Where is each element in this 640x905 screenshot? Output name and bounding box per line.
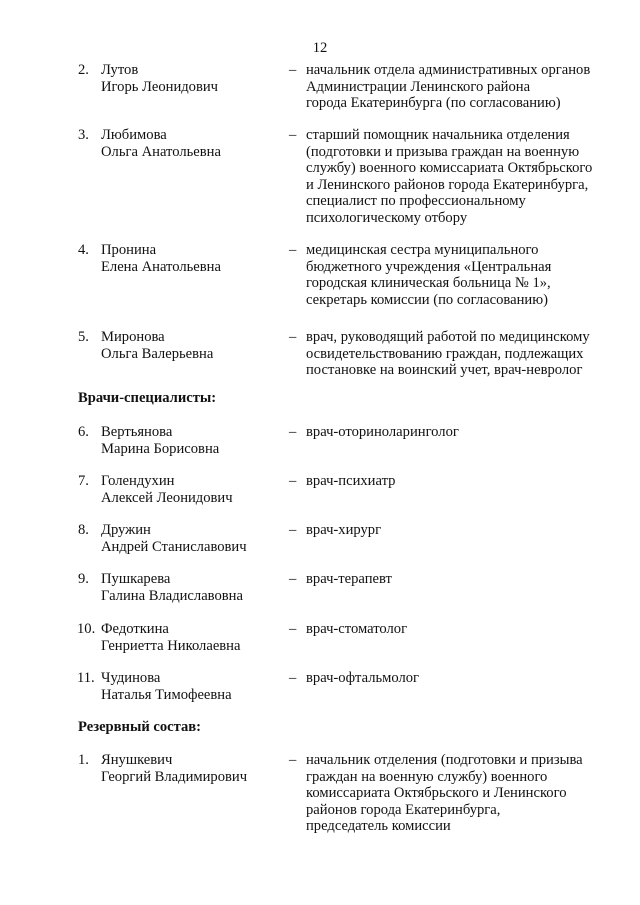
member-given-names: Игорь Леонидович — [101, 78, 219, 95]
entry-number: 7. — [78, 473, 89, 489]
entry-number: 2. — [78, 62, 89, 78]
position-line: освидетельствованию граждан, подлежащих — [306, 345, 584, 362]
position-line: постановке на воинский учет, врач-невролог — [306, 362, 583, 379]
member-given-names: Марина Борисовна — [101, 440, 220, 457]
member-surname: Любимова — [101, 127, 167, 143]
position-line: специалист по профессиональному — [306, 193, 526, 210]
member-position — [306, 242, 616, 308]
member-given-names: Ольга Валерьевна — [101, 345, 214, 362]
member-surname: Миронова — [101, 329, 165, 345]
member-given-names: Алексей Леонидович — [101, 489, 233, 506]
member-position — [306, 62, 616, 112]
member-surname: Дружин — [101, 522, 151, 538]
dash-separator: – — [289, 424, 297, 440]
entry-number: 1. — [78, 752, 89, 768]
entry-number: 4. — [78, 242, 89, 258]
position-line: медицинская сестра муниципального — [306, 242, 539, 258]
member-surname: Голендухин — [101, 473, 175, 489]
member-surname: Янушкевич — [101, 752, 173, 768]
dash-separator: – — [289, 621, 297, 637]
member-name — [101, 473, 281, 506]
position-line: (подготовки и призыва граждан на военную — [306, 143, 580, 160]
position-line: бюджетного учреждения «Центральная — [306, 258, 552, 275]
member-surname: Вертьянова — [101, 424, 173, 440]
position-line: начальник отдела административных органов — [306, 62, 591, 78]
position-line: врач, руководящий работой по медицинскому — [306, 329, 590, 345]
member-surname: Пронина — [101, 242, 157, 258]
member-name — [101, 62, 281, 95]
position-line: секретарь комиссии (по согласованию) — [306, 291, 548, 308]
member-position — [306, 127, 616, 227]
member-given-names: Георгий Владимирович — [101, 768, 248, 785]
member-position — [306, 621, 616, 638]
member-name — [101, 752, 281, 785]
section-heading-specialists: Врачи-специалисты: — [78, 390, 217, 406]
member-position — [306, 522, 616, 539]
member-surname: Федоткина — [101, 621, 169, 637]
position-line: и Ленинского районов города Екатеринбурга, — [306, 176, 589, 193]
entry-number: 8. — [78, 522, 89, 538]
member-given-names: Генриетта Николаевна — [101, 637, 241, 654]
member-given-names: Ольга Анатольевна — [101, 143, 221, 160]
section-heading-reserve: Резервный состав: — [78, 719, 202, 735]
dash-separator: – — [289, 127, 297, 143]
member-name — [101, 621, 281, 654]
dash-separator: – — [289, 329, 297, 345]
dash-separator: – — [289, 670, 297, 686]
entry-number: 3. — [78, 127, 89, 143]
entry-number: 11. — [77, 670, 95, 686]
position-line: психологическому отбору — [306, 209, 468, 226]
page-number: 12 — [312, 40, 328, 56]
position-line: службу) военного комиссариата Октябрьского — [306, 160, 593, 177]
member-position — [306, 670, 616, 687]
dash-separator: – — [289, 752, 297, 768]
position-line: врач-психиатр — [306, 473, 396, 489]
entry-number: 5. — [78, 329, 89, 345]
position-line: врач-стоматолог — [306, 621, 408, 637]
member-given-names: Андрей Станиславович — [101, 538, 247, 555]
member-position — [306, 752, 616, 835]
dash-separator: – — [289, 62, 297, 78]
position-line: врач-терапевт — [306, 571, 392, 587]
member-name — [101, 242, 281, 275]
position-line: Администрации Ленинского района — [306, 78, 531, 95]
member-name — [101, 424, 281, 457]
member-given-names: Наталья Тимофеевна — [101, 686, 232, 703]
member-name — [101, 670, 281, 703]
entry-number: 6. — [78, 424, 89, 440]
dash-separator: – — [289, 473, 297, 489]
position-line: начальник отделения (подготовки и призыва — [306, 752, 583, 768]
member-surname: Лутов — [101, 62, 139, 78]
member-name — [101, 127, 281, 160]
member-surname: Пушкарева — [101, 571, 171, 587]
member-given-names: Елена Анатольевна — [101, 258, 221, 275]
position-line: старший помощник начальника отделения — [306, 127, 570, 143]
dash-separator: – — [289, 571, 297, 587]
position-line: врач-офтальмолог — [306, 670, 420, 686]
position-line: председатель комиссии — [306, 818, 451, 835]
dash-separator: – — [289, 522, 297, 538]
position-line: городская клиническая больница № 1», — [306, 275, 551, 292]
position-line: комиссариата Октябрьского и Ленинского — [306, 785, 567, 802]
member-surname: Чудинова — [101, 670, 161, 686]
dash-separator: – — [289, 242, 297, 258]
position-line: врач-оториноларинголог — [306, 424, 459, 440]
position-line: врач-хирург — [306, 522, 382, 538]
member-position — [306, 424, 616, 441]
position-line: районов города Екатеринбурга, — [306, 801, 501, 818]
member-position — [306, 473, 616, 490]
entry-number: 9. — [78, 571, 89, 587]
entry-number: 10. — [77, 621, 96, 637]
member-name — [101, 522, 281, 555]
member-given-names: Галина Владиславовна — [101, 587, 243, 604]
member-name — [101, 571, 281, 604]
position-line: города Екатеринбурга (по согласованию) — [306, 95, 561, 112]
position-line: граждан на военную службу) военного — [306, 768, 548, 785]
member-name — [101, 329, 281, 362]
member-position — [306, 329, 616, 379]
member-position — [306, 571, 616, 588]
